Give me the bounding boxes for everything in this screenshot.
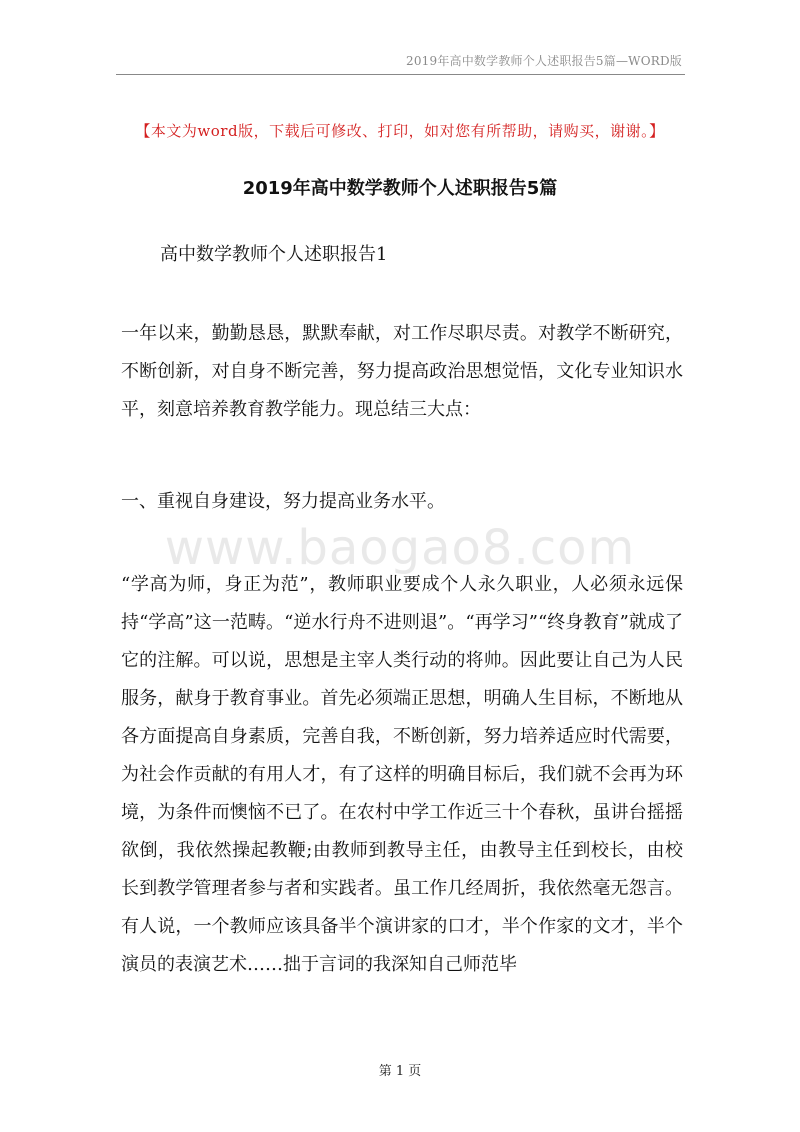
heading-point-one: 一、重视自身建设，努力提高业务水平。 xyxy=(121,491,445,512)
document-title: 2019年高中数学教师个人述职报告5篇 xyxy=(242,178,558,199)
paragraph-intro: 一年以来，勤勤恳恳，默默奉献，对工作尽职尽责。对教学不断研究，不断创新，对自身不断完善，努力提高政治思想觉悟，文化专业知识水平，刻意培养教育教学能力。现总结三大点： xyxy=(121,323,683,420)
watermark: www.baogao8.com xyxy=(164,520,636,576)
paragraph-body: “学高为师，身正为范”，教师职业要成个人永久职业，人必须永远保持“学高”这一范畴。“逆水行舟不进则退”。“再学习”“终身教育”就成了它的注解。可以说，思想是主宰人类行动的将帅。因此要让自己为人民服务，献身于教育事业。首先必须端正思想，明确人生目标，不断地从各方面提高自身素质，完善自我，不断创新，努力培养适应时代需要，为社会作贡献的有用人才，有了这样的明确目标后，我们就不会再为环境，为条件而懊恼不已了。在农村中学工作近三十个春秋，虽讲台摇摇欲倒，我依然操起教鞭;由教师到教导主任，由教导主任到校长，由校长到教学管理者参与者和实践者。虽工作几经周折，我依然毫无怨言。有人说，一个教师应该具备半个演讲家的口才，半个作家的文才，半个演员的表演艺术……拙于言词的我深知自己师范毕 xyxy=(121,574,683,975)
page-number: 第 1 页 xyxy=(378,1064,422,1079)
running-header: 2019年高中数学教师个人述职报告5篇—WORD版 xyxy=(405,54,682,68)
download-notice: 【本文为word版，下载后可修改、打印，如对您有所帮助，请购买，谢谢。】 xyxy=(135,122,665,140)
section-title: 高中数学教师个人述职报告1 xyxy=(160,244,388,265)
header-divider xyxy=(116,74,685,75)
